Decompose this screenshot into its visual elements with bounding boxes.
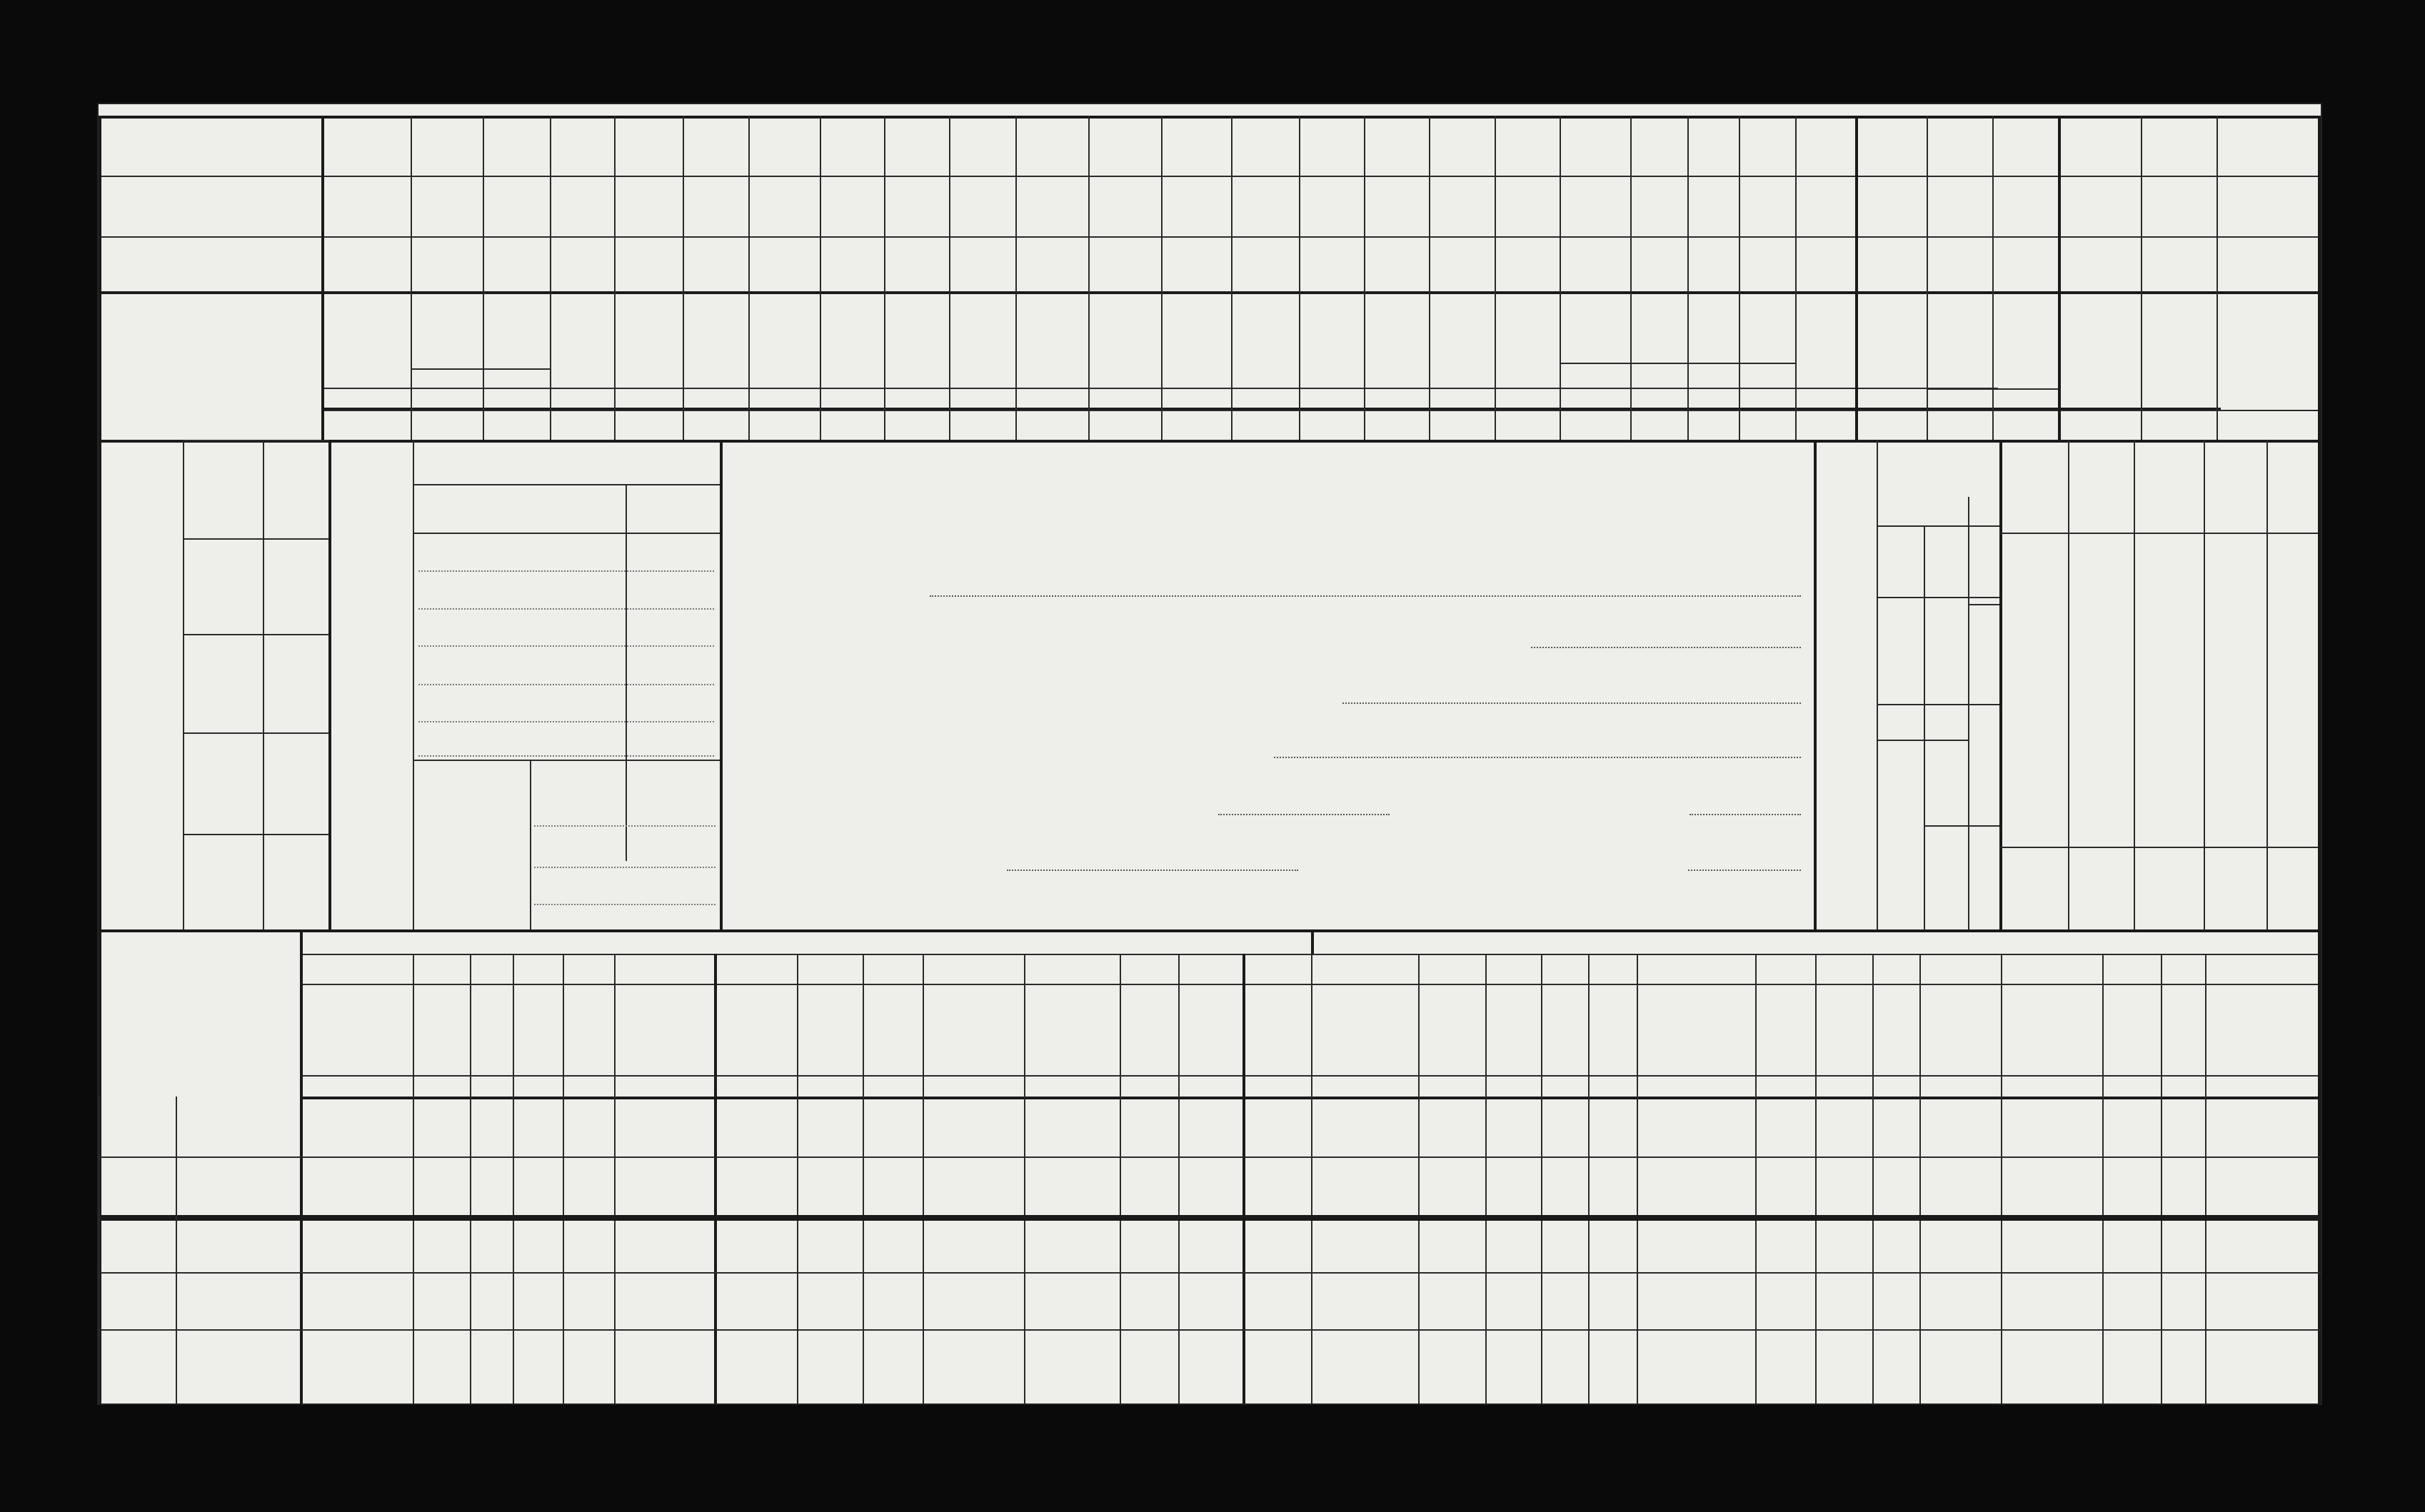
group-other bbox=[101, 1222, 173, 1329]
bottom-col-num-121 bbox=[1541, 1077, 1588, 1097]
crop-col-15 bbox=[1367, 297, 1426, 386]
dotted-line bbox=[1007, 870, 1298, 871]
right-bot-0 bbox=[2002, 850, 2065, 927]
private-line bbox=[1398, 791, 1719, 815]
col-srok-2 bbox=[1121, 987, 1177, 1074]
bottom-col-num-117 bbox=[1242, 1077, 1311, 1097]
col-num-82 bbox=[683, 415, 748, 437]
trade-orchard bbox=[420, 817, 527, 838]
worker-label-0 bbox=[267, 444, 327, 534]
col-num-94 bbox=[1495, 415, 1560, 437]
crop-col-25 bbox=[1995, 297, 2055, 397]
crop-col-3 bbox=[553, 297, 611, 386]
bottom-row-0 bbox=[177, 1099, 300, 1154]
rule-line bbox=[2318, 116, 2321, 1403]
bottom-col-num-123 bbox=[1637, 1077, 1755, 1097]
row-label-2 bbox=[113, 247, 313, 297]
col-num-99 bbox=[1795, 415, 1855, 437]
col-num-96 bbox=[1630, 415, 1687, 437]
bottom-col-num-127 bbox=[1919, 1077, 2102, 1097]
rule-line bbox=[183, 732, 328, 734]
col-num-81 bbox=[614, 415, 683, 437]
worker-label-3 bbox=[267, 737, 327, 830]
rule-line bbox=[99, 1218, 2321, 1221]
bottom-col-num-126 bbox=[1872, 1077, 1919, 1097]
col-kol-2 bbox=[1025, 987, 1118, 1074]
col-num-89 bbox=[1161, 415, 1231, 437]
rule-line bbox=[2204, 440, 2205, 929]
col-num-86 bbox=[949, 415, 1015, 437]
dotted-line bbox=[418, 570, 714, 572]
men-total bbox=[1924, 832, 1968, 918]
rule-line bbox=[720, 440, 723, 929]
crop-col-22 bbox=[1798, 297, 1852, 386]
rule-line bbox=[1968, 704, 1999, 705]
rule-line bbox=[626, 484, 627, 861]
col-kol-1 bbox=[716, 987, 795, 1074]
col-num-97 bbox=[1687, 415, 1739, 437]
crop-col-7 bbox=[823, 297, 881, 386]
rule-line bbox=[300, 1097, 2318, 1099]
dotted-line bbox=[418, 721, 714, 722]
rule-line bbox=[2266, 440, 2268, 929]
rule-line bbox=[99, 1156, 2321, 1158]
col-u_kogo-1 bbox=[614, 1019, 714, 1041]
col-num-103 bbox=[2058, 415, 2141, 437]
men-incl bbox=[1924, 742, 1968, 828]
col-srok-4 bbox=[1817, 987, 1871, 1074]
crop-col-4 bbox=[617, 297, 680, 386]
workers-side-label bbox=[334, 447, 413, 911]
crop-col-6 bbox=[751, 297, 817, 386]
trade-qty-col bbox=[626, 488, 720, 527]
rule-line bbox=[1968, 604, 1999, 605]
right-bot-3 bbox=[2206, 850, 2264, 927]
bottom-col-num-106 bbox=[470, 1077, 513, 1097]
col-pod-0 bbox=[514, 987, 561, 1074]
bottom-col-num-129 bbox=[2161, 1077, 2205, 1097]
worker-label-1 bbox=[267, 543, 327, 630]
bottom-col-num-116 bbox=[1178, 1077, 1242, 1097]
dotted-line bbox=[534, 825, 716, 827]
rule-line bbox=[99, 1272, 2321, 1274]
rule-line bbox=[411, 368, 550, 370]
rule-line bbox=[183, 538, 328, 540]
rule-line bbox=[263, 440, 264, 929]
dotted-line bbox=[534, 867, 716, 868]
bottom-col-num-111 bbox=[797, 1077, 863, 1097]
group-pokos-3 bbox=[1637, 958, 2001, 979]
men-label bbox=[1881, 768, 1921, 911]
col-srok-0 bbox=[471, 987, 511, 1074]
row-label-lands bbox=[113, 347, 313, 368]
col-num-79 bbox=[483, 415, 550, 437]
bottom-col-num-122 bbox=[1588, 1077, 1637, 1097]
rule-line bbox=[183, 440, 328, 441]
crop-col-14 bbox=[1302, 297, 1361, 386]
under-crops-label bbox=[334, 389, 1977, 408]
rule-line bbox=[1968, 825, 1999, 827]
group-pokos-1 bbox=[614, 958, 923, 979]
rule-line bbox=[99, 440, 2321, 443]
pop-num-135 bbox=[1969, 840, 1998, 911]
col-num-93 bbox=[1429, 415, 1495, 437]
census-card bbox=[99, 104, 2321, 1403]
dotted-line bbox=[418, 645, 714, 647]
col-num-85 bbox=[884, 415, 949, 437]
trade-roots bbox=[626, 764, 720, 785]
trade-name-col bbox=[413, 497, 626, 518]
col-kol-0 bbox=[414, 987, 468, 1074]
col-num-95 bbox=[1560, 415, 1630, 437]
col-num-88 bbox=[1088, 415, 1161, 437]
dotted-line bbox=[1218, 814, 1390, 815]
crop-col-24 bbox=[1929, 297, 1989, 386]
crop-col-21 bbox=[1742, 297, 1792, 361]
rule-line bbox=[321, 116, 324, 440]
rule-line bbox=[300, 929, 303, 1403]
col-pod-3 bbox=[1542, 987, 1587, 1074]
crop-col-1 bbox=[413, 297, 480, 365]
group-pashni-2 bbox=[1311, 958, 1637, 979]
col-komu-5 bbox=[1919, 1019, 2102, 1041]
private-line bbox=[745, 791, 1245, 815]
bottom-col-num-125 bbox=[1815, 1077, 1872, 1097]
dotted-line bbox=[418, 755, 714, 757]
crop-col-23 bbox=[1858, 297, 1924, 386]
bottom-col-num-124 bbox=[1755, 1077, 1815, 1097]
bottom-col-num-114 bbox=[1024, 1077, 1120, 1097]
rule-line bbox=[413, 484, 720, 485]
worker-num-130 bbox=[186, 444, 260, 534]
col-num-77 bbox=[321, 415, 411, 437]
crop-col-2 bbox=[486, 297, 547, 365]
crop-col-17 bbox=[1497, 297, 1557, 386]
crop-col-8 bbox=[887, 297, 946, 386]
rule-line bbox=[99, 176, 2321, 177]
private-line bbox=[745, 680, 1388, 704]
col-za-3 bbox=[1590, 987, 1635, 1074]
col-srok-5 bbox=[2162, 987, 2204, 1074]
private-line bbox=[1312, 847, 1741, 871]
col-num-102 bbox=[1992, 415, 2058, 437]
bottom-row-1 bbox=[177, 1159, 300, 1214]
worker-num-133 bbox=[186, 737, 260, 830]
private-line bbox=[745, 521, 1809, 545]
col-num-90 bbox=[1231, 415, 1299, 437]
col-za-4 bbox=[1874, 987, 1918, 1074]
pop-num-139 bbox=[1969, 504, 1998, 561]
rule-line bbox=[183, 834, 328, 835]
private-line bbox=[745, 573, 945, 597]
perennial-label bbox=[1560, 366, 1795, 384]
crop-col-16 bbox=[1432, 297, 1492, 386]
bottom-col-num-119 bbox=[1418, 1077, 1485, 1097]
rule-line bbox=[300, 984, 2318, 985]
crop-col-5 bbox=[686, 297, 745, 386]
col-komu-3 bbox=[1311, 1019, 1418, 1041]
col-num-98 bbox=[1739, 415, 1795, 437]
col-komu-4 bbox=[1637, 1019, 1755, 1041]
private-line bbox=[745, 847, 1067, 871]
dotted-line bbox=[930, 595, 1801, 597]
rule-line bbox=[2141, 116, 2142, 440]
row-label-1 bbox=[113, 186, 313, 236]
right-bot-2 bbox=[2137, 850, 2201, 927]
rule-line bbox=[1814, 440, 1817, 929]
crop-col-18 bbox=[1562, 297, 1627, 361]
rule-line bbox=[1877, 440, 1878, 929]
dotted-line bbox=[534, 904, 716, 905]
rule-line bbox=[2216, 116, 2218, 440]
col-za-2 bbox=[1180, 987, 1241, 1074]
trade-title bbox=[420, 445, 714, 484]
bottom-col-num-112 bbox=[863, 1077, 923, 1097]
arenda-label bbox=[306, 932, 1305, 954]
col-kol-5 bbox=[2104, 987, 2159, 1074]
trade-dess bbox=[530, 764, 626, 785]
private-line bbox=[745, 624, 1602, 648]
col-num-78 bbox=[411, 415, 483, 437]
rule-line bbox=[413, 533, 720, 534]
bottom-col-num-113 bbox=[923, 1077, 1024, 1097]
group-pashni-0 bbox=[300, 958, 614, 979]
rule-line bbox=[99, 1329, 2321, 1331]
col-num-100 bbox=[1855, 415, 1927, 437]
dotted-line bbox=[1688, 870, 1801, 871]
right-top-3 bbox=[2206, 447, 2264, 530]
bottom-col-num-128 bbox=[2102, 1077, 2161, 1097]
crop-col-0 bbox=[324, 297, 408, 386]
rule-line bbox=[2134, 440, 2135, 929]
bottom-col-num-115 bbox=[1120, 1077, 1178, 1097]
col-kol-3 bbox=[1420, 987, 1484, 1074]
col-u_kogo-2 bbox=[923, 1019, 1024, 1041]
row-label-0 bbox=[113, 126, 313, 176]
rule-line bbox=[1999, 847, 2318, 848]
crop-col-20 bbox=[1690, 297, 1736, 361]
worker-num-131 bbox=[186, 543, 260, 630]
col-num-101 bbox=[1927, 415, 1992, 437]
rule-line bbox=[1242, 954, 1245, 1403]
rule-line bbox=[321, 410, 2321, 411]
worker-num-134 bbox=[186, 838, 260, 925]
trade-vineyard bbox=[420, 854, 527, 875]
pop-num-137 bbox=[1969, 661, 1998, 732]
rule-line bbox=[183, 634, 328, 635]
crop-col-12 bbox=[1164, 297, 1228, 386]
right-top-0 bbox=[2002, 447, 2065, 530]
col-num-84 bbox=[820, 415, 884, 437]
worker-num-132 bbox=[186, 638, 260, 728]
rule-line bbox=[183, 440, 184, 929]
bottom-row-4 bbox=[177, 1334, 300, 1388]
right-top-4 bbox=[2269, 447, 2315, 530]
rule-line bbox=[300, 954, 2318, 955]
rule-line bbox=[1560, 363, 1795, 364]
col-num-80 bbox=[550, 415, 614, 437]
dotted-line bbox=[1690, 814, 1801, 815]
handwritten-itogo bbox=[2276, 850, 2312, 927]
itogo-special bbox=[1924, 530, 1968, 615]
col-kol-4 bbox=[1757, 987, 1814, 1074]
col-za-0 bbox=[564, 987, 613, 1074]
crop-col-9 bbox=[952, 297, 1013, 386]
worker-label-2 bbox=[267, 638, 327, 728]
women-incl bbox=[1924, 604, 1968, 704]
rule-line bbox=[99, 116, 2321, 119]
col-num-83 bbox=[748, 415, 820, 437]
rule-line bbox=[2068, 440, 2069, 929]
bottom-col-num-108 bbox=[563, 1077, 614, 1097]
rule-line bbox=[99, 236, 2321, 238]
women-total bbox=[1924, 708, 1968, 737]
bottom-col-num-107 bbox=[513, 1077, 563, 1097]
dotted-line bbox=[1342, 702, 1801, 704]
col-num-92 bbox=[1364, 415, 1429, 437]
bottom-row-3 bbox=[177, 1276, 300, 1331]
private-title bbox=[727, 464, 1812, 493]
bottom-col-num-109 bbox=[614, 1077, 714, 1097]
bottom-row-2 bbox=[177, 1222, 300, 1276]
sdacha-label bbox=[1312, 932, 2312, 954]
bottom-col-num-104 bbox=[300, 1077, 413, 1097]
crop-col-10 bbox=[1018, 297, 1085, 386]
winter-wheat-label bbox=[411, 371, 550, 387]
rule-line bbox=[328, 440, 331, 929]
bottom-col-num-110 bbox=[714, 1077, 797, 1097]
rule-line bbox=[99, 291, 2321, 294]
bottom-col-num-105 bbox=[413, 1077, 470, 1097]
rule-line bbox=[1877, 740, 1968, 741]
rule-line bbox=[1999, 533, 2318, 534]
pop-num-136 bbox=[1969, 747, 1998, 818]
population-side-label bbox=[1819, 461, 1874, 918]
right-top-1 bbox=[2071, 447, 2131, 530]
rule-line bbox=[413, 760, 720, 761]
crop-col-13 bbox=[1234, 297, 1296, 386]
right-bot-1 bbox=[2071, 850, 2131, 927]
bottom-col-num-118 bbox=[1311, 1077, 1418, 1097]
col-za-5 bbox=[2206, 987, 2316, 1074]
col-num-87 bbox=[1015, 415, 1088, 437]
crop-col-11 bbox=[1091, 297, 1158, 386]
bottom-col-num-120 bbox=[1485, 1077, 1541, 1097]
rule-line bbox=[99, 1097, 100, 1403]
col-u_kogo-0 bbox=[300, 1019, 413, 1041]
women-label bbox=[1881, 613, 1921, 755]
dotted-line bbox=[1274, 757, 1801, 758]
dotted-line bbox=[418, 608, 714, 610]
trade-has bbox=[420, 775, 527, 797]
dotted-line bbox=[1531, 647, 1801, 648]
crop-col-19 bbox=[1633, 297, 1685, 361]
rule-line bbox=[1924, 825, 1968, 827]
private-line bbox=[745, 734, 1388, 758]
crop-col-26 bbox=[2061, 297, 2138, 397]
col-num-91 bbox=[1299, 415, 1364, 437]
col-srok-3 bbox=[1487, 987, 1540, 1074]
col-za-1 bbox=[864, 987, 921, 1074]
dotted-line bbox=[418, 684, 714, 685]
group-nadel bbox=[101, 1101, 173, 1212]
right-top-2 bbox=[2137, 447, 2201, 530]
col-srok-1 bbox=[798, 987, 861, 1074]
